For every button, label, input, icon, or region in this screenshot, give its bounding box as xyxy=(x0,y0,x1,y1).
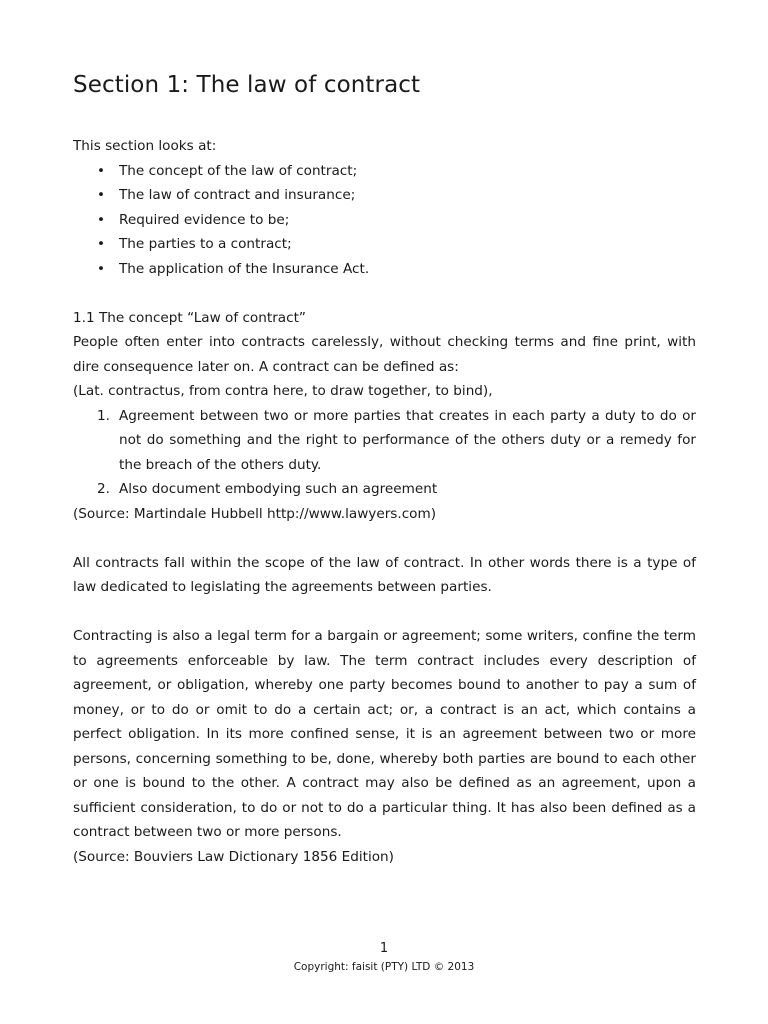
definition-item xyxy=(73,477,696,502)
section-heading: 1.1 The concept “Law of contract” xyxy=(73,309,306,326)
topic-item: • The parties to a contract; xyxy=(73,232,696,257)
topic-item: • Required evidence to be; xyxy=(73,208,696,233)
scope-paragraph: All contracts fall within the scope of the law of contract. In other words there is a type of law dedicated to legislating the agreements between parties. xyxy=(73,554,696,595)
definition-number: 1. xyxy=(97,407,110,424)
definition-item xyxy=(73,404,696,478)
topics-list xyxy=(73,159,696,282)
definition-number: 2. xyxy=(97,481,110,497)
source-citation-2: (Source: Bouviers Law Dictionary 1856 Edition) xyxy=(73,848,394,865)
intro-text: This section looks at: xyxy=(73,138,217,154)
etymology-text: (Lat. contractus, from contra here, to draw together, to bind), xyxy=(73,383,493,399)
copyright-notice: Copyright: faisit (PTY) LTD © 2013 xyxy=(293,961,475,973)
definitions-list xyxy=(73,404,696,502)
topic-item: • The application of the Insurance Act. xyxy=(73,257,696,282)
topic-item: • The concept of the law of contract; xyxy=(73,159,696,184)
section-paragraph: People often enter into contracts carelessly, without checking terms and fine print, with dire consequence later on. A contract can be defined as: xyxy=(73,334,696,375)
topic-item: • The law of contract and insurance; xyxy=(73,183,696,208)
page-number: 1 xyxy=(379,941,389,956)
definition-text: Also document embodying such an agreement xyxy=(119,481,438,497)
contracting-paragraph: Contracting is also a legal term for a bargain or agreement; some writers, confine the term to agreements enforceable by law. The term contract includes every description of agreement, or obligation, whereby one party becomes bound to another to pay a sum of money, or to do or omit to do a certain act; or, a contract is an act, which contains a perfect obligation. In its more confined sense, it is an agreement between two or more persons, concerning something to be, done, whereby both parties are bound to each other or one is bound to the other. A contract may also be defined as an agreement, upon a sufficient consideration, to do or not to do a particular thing. It has also been defined as a contract between two or more persons. xyxy=(73,628,696,840)
page-title: Section 1: The law of contract xyxy=(73,72,421,98)
definition-text: Agreement between two or more parties that creates in each party a duty to do or not do something and the right to performance of the others duty or a remedy for the breach of the others duty. xyxy=(119,407,696,473)
document-body xyxy=(73,134,696,869)
source-citation: (Source: Martindale Hubbell http://www.lawyers.com) xyxy=(73,505,437,522)
